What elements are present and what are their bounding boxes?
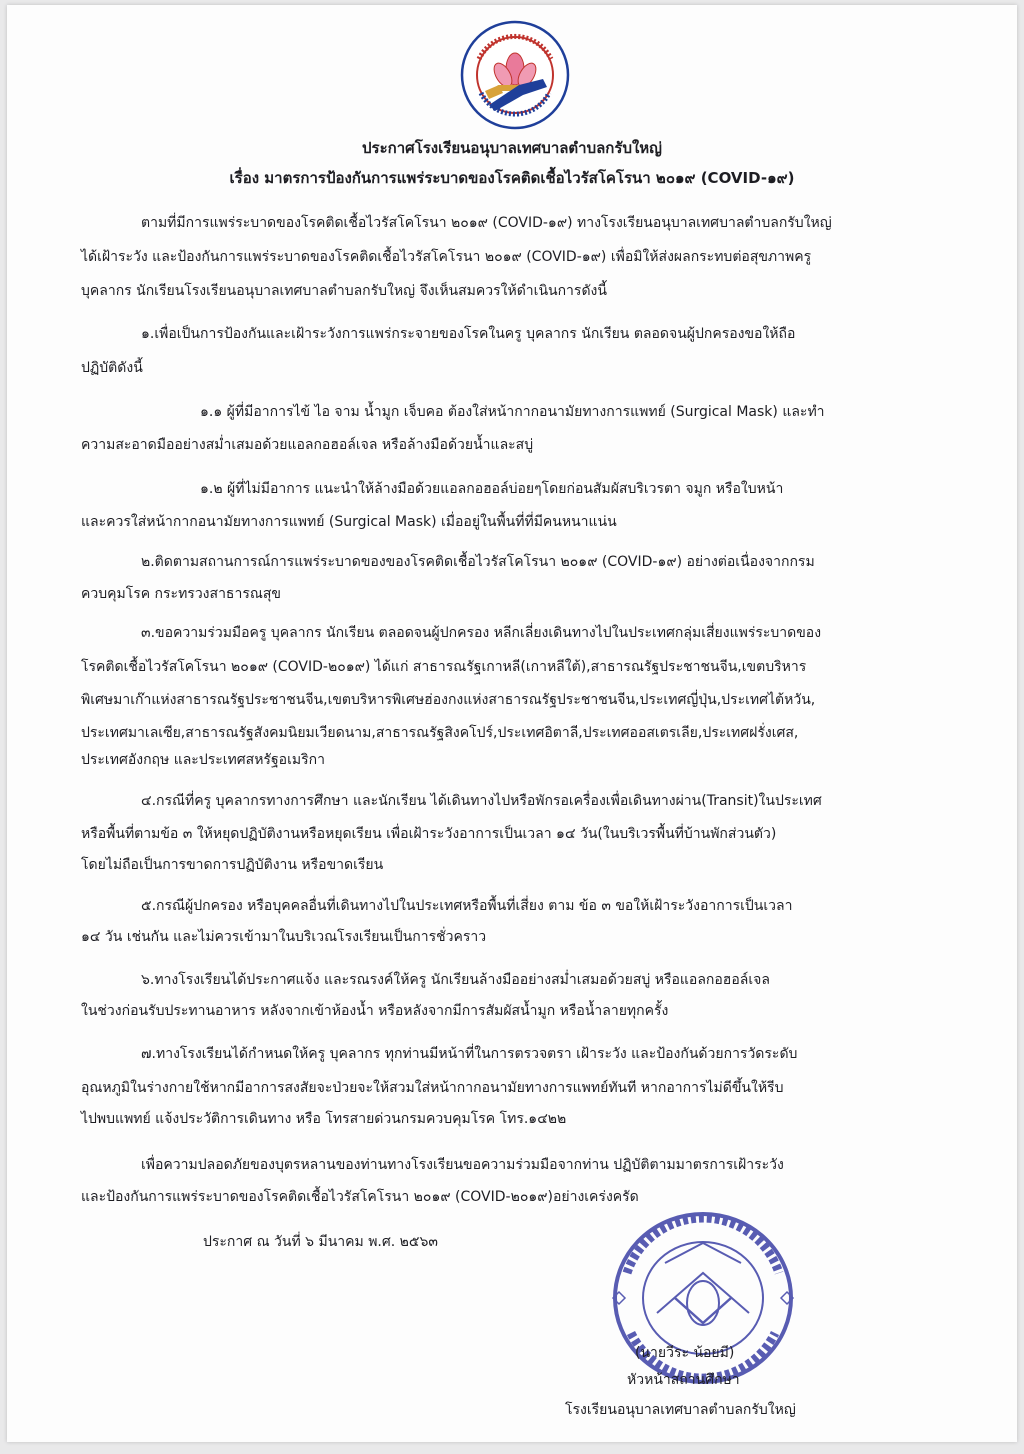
item-line: ความสะอาดมืออย่างสม่ำเสมอด้วยแอลกอฮอล์เจล หรือล้างมือด้วยน้ำและสบู่ xyxy=(81,437,534,453)
item-line: อุณหภูมิในร่างกายใช้หากมีอาการสงสัยจะป่วยจะให้สวมใส่หน้ากากอนามัยทางการแพทย์ทันที หากอาการไม่ดีขึ้นให้รีบ xyxy=(81,1080,784,1096)
item-line: ๓.ขอความร่วมมือครู บุคลากร นักเรียน ตลอดจนผู้ปกครอง หลีกเลี่ยงเดินทางไปในประเทศกลุ่มเสี่ยงแพร่ระบาดของ xyxy=(141,625,822,641)
item-line: ในช่วงก่อนรับประทานอาหาร หลังจากเข้าห้องน้ำ หรือหลังจากมีการสัมผัสน้ำมูก หรือน้ำลายทุกครั้ง xyxy=(81,1003,669,1019)
announcement-title: ประกาศโรงเรียนอนุบาลเทศบาลตำบลกรับใหญ่ xyxy=(362,139,662,157)
item-line: ๕.กรณีผู้ปกครอง หรือบุคคลอื่นที่เดินทางไปในประเทศหรือพื้นที่เสี่ยง ตาม ข้อ ๓ ขอให้เฝ้าระวังอาการเป็นเวลา xyxy=(141,898,793,914)
item-line: ๑.๑ ผู้ที่มีอาการไข้ ไอ จาม น้ำมูก เจ็บคอ ต้องใส่หน้ากากอนามัยทางการแพทย์ (Surgical Mask) และทำ xyxy=(200,404,825,420)
item-line: ๑.เพื่อเป็นการป้องกันและเฝ้าระวังการแพร่กระจายของโรคในครู บุคลากร นักเรียน ตลอดจนผู้ปกครองขอให้ถือ xyxy=(141,326,796,342)
intro-line: ตามที่มีการแพร่ระบาดของโรคติดเชื้อไวรัสโคโรนา ๒๐๑๙ (COVID-๑๙) ทางโรงเรียนอนุบาลเทศบาลตำบลกรับใหญ่ xyxy=(141,215,832,231)
announcement-subject: เรื่อง มาตรการป้องกันการแพร่ระบาดของโรคติดเชื้อไวรัสโคโรนา ๒๐๑๙ (COVID-๑๙) xyxy=(229,169,795,187)
item-line: ปฏิบัติดังนี้ xyxy=(81,360,143,376)
item-line: โดยไม่ถือเป็นการขาดการปฏิบัติงาน หรือขาดเรียน xyxy=(81,857,384,873)
item-line: ๖.ทางโรงเรียนได้ประกาศแจ้ง และรณรงค์ให้ครู นักเรียนล้างมืออย่างสม่ำเสมอด้วยสบู่ หรือแอลกอฮอล์เจล xyxy=(141,972,770,988)
announcement-date: ประกาศ ณ วันที่ ๖ มีนาคม พ.ศ. ๒๕๖๓ xyxy=(203,1234,438,1250)
item-line: ควบคุมโรค กระทรวงสาธารณสุข xyxy=(81,586,281,602)
signatory-school: โรงเรียนอนุบาลเทศบาลตำบลกรับใหญ่ xyxy=(565,1402,796,1418)
item-line: พิเศษมาเก๊าแห่งสาธารณรัฐประชาชนจีน,เขตบริหารพิเศษฮ่องกงแห่งสาธารณรัฐประชาชนจีน,ประเทศญี่ปุ่น,ประเทศไต้หวัน, xyxy=(81,692,816,708)
item-line: ๒.ติดตามสถานการณ์การแพร่ระบาดของของโรคติดเชื้อไวรัสโคโรนา ๒๐๑๙ (COVID-๑๙) อย่างต่อเนื่องจากกรม xyxy=(141,554,815,570)
announcement-page xyxy=(7,5,1017,1442)
item-line: และควรใส่หน้ากากอนามัยทางการแพทย์ (Surgical Mask) เมื่ออยู่ในพื้นที่ที่มีคนหนาแน่น xyxy=(81,514,617,530)
item-line: ไปพบแพทย์ แจ้งประวัติการเดินทาง หรือ โทรสายด่วนกรมควบคุมโรค โทร.๑๔๒๒ xyxy=(81,1111,567,1127)
closing-line: และป้องกันการแพร่ระบาดของโรคติดเชื้อไวรัสโคโรนา ๒๐๑๙ (COVID-๒๐๑๙)อย่างเคร่งครัด xyxy=(81,1189,639,1205)
signatory-position: หัวหน้าสถานศึกษา xyxy=(627,1372,740,1388)
item-line: ๗.ทางโรงเรียนได้กำหนดให้ครู บุคลากร ทุกท่านมีหน้าที่ในการตรวจตรา เฝ้าระวัง และป้องกันด้วยการวัดระดับ xyxy=(141,1046,798,1062)
item-line: ๑๔ วัน เช่นกัน และไม่ควรเข้ามาในบริเวณโรงเรียนเป็นการชั่วคราว xyxy=(81,929,487,945)
item-line: ประเทศมาเลเซีย,สาธารณรัฐสังคมนิยมเวียดนาม,สาธารณรัฐสิงคโปร์,ประเทศอิตาลี,ประเทศออสเตรเลีย,ประเทศฝรั่งเศส, xyxy=(81,725,799,741)
item-line: ประเทศอังกฤษ และประเทศสหรัฐอเมริกา xyxy=(81,752,325,768)
item-line: ๔.กรณีที่ครู บุคลากรทางการศึกษา และนักเรียน ได้เดินทางไปหรือพักรอเครื่องเพื่อเดินทางผ่าน(Transit)ในประเทศ xyxy=(141,793,822,809)
school-logo-icon xyxy=(459,19,571,131)
item-line: ๑.๒ ผู้ที่ไม่มีอาการ แนะนำให้ล้างมือด้วยแอลกอฮอล์บ่อยๆโดยก่อนสัมผัสบริเวรตา จมูก หรือใบหน้า xyxy=(200,481,784,497)
intro-line: ได้เฝ้าระวัง และป้องกันการแพร่ระบาดของโรคติดเชื้อไวรัสโคโรนา ๒๐๑๙ (COVID-๑๙) เพื่อมิให้ส่งผลกระทบต่อสุขภาพครู xyxy=(81,249,812,265)
item-line: โรคติดเชื้อไวรัสโคโรนา ๒๐๑๙ (COVID-๒๐๑๙) ได้แก่ สาธารณรัฐเกาหลี(เกาหลีใต้),สาธารณรัฐประชาชนจีน,เขตบริหาร xyxy=(81,659,807,675)
official-stamp-icon xyxy=(605,1203,801,1393)
signatory-name: (นายวีระ น้อยมี) xyxy=(635,1345,735,1361)
closing-line: เพื่อความปลอดภัยของบุตรหลานของท่านทางโรงเรียนขอความร่วมมือจากท่าน ปฏิบัติตามมาตรการเฝ้าระวัง xyxy=(141,1157,784,1173)
item-line: หรือพื้นที่ตามข้อ ๓ ให้หยุดปฏิบัติงานหรือหยุดเรียน เพื่อเฝ้าระวังอาการเป็นเวลา ๑๔ วัน(ในบริเวรพื้นที่บ้านพักส่วนตัว) xyxy=(81,826,777,842)
intro-line: บุคลากร นักเรียนโรงเรียนอนุบาลเทศบาลตำบลกรับใหญ่ จึงเห็นสมควรให้ดำเนินการดังนี้ xyxy=(81,283,607,299)
